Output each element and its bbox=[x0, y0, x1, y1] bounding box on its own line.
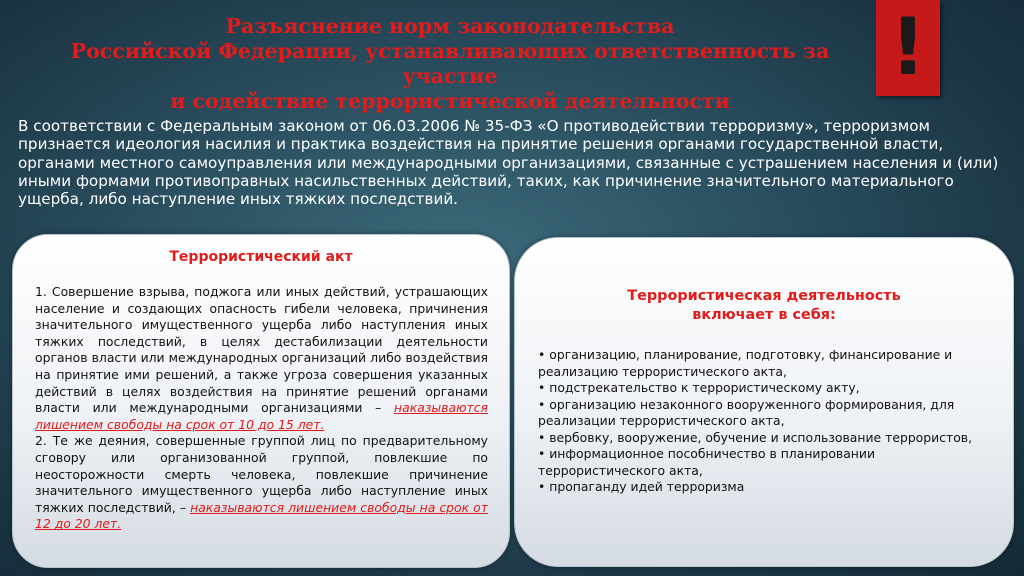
title-line-1: Разъяснение норм законодательства bbox=[225, 14, 675, 38]
list-item: • организацию незаконного вооруженного формирования, для реализации террористического акта, bbox=[538, 396, 955, 428]
penalty-text-2: наказываются лишением свободы на срок от 12 до 20 лет. bbox=[35, 499, 488, 532]
terrorist-activity-title-line-1: Террористическая деятельность bbox=[627, 288, 901, 304]
article-item-1 bbox=[35, 284, 488, 433]
article-item-1-text: 1. Совершение взрыва, поджога или иных действий, устрашающих население и создающих опасность гибели человека, причинения значительного имущественного ущерба либо наступления иных тяжких последствий, в целях дестабилизации деятельности органов власти или международных организаций либо воздействия на принятие ими решений, а также угроза совершения указанных действий в целях воздействия на принятие решений органами власти или международными организациями – bbox=[35, 284, 488, 416]
page-title bbox=[20, 14, 880, 114]
exclamation-warning-icon bbox=[876, 0, 940, 96]
list-item: • вербовку, вооружение, обучение и использование террористов, bbox=[538, 429, 973, 445]
article-item-2-text: 2. Те же деяния, совершенные группой лиц по предварительному сговору или организованной группой, повлекшие по неосторожности смерть человека, повлекшие причинение значительного имущественного ущерба либо наступление иных тяжких последствий, – bbox=[35, 433, 488, 515]
title-line-2: Российской Федерации, устанавливающих ответственность за участие bbox=[70, 39, 830, 88]
activity-list bbox=[538, 347, 993, 496]
list-item: • пропаганду идей терроризма bbox=[538, 479, 745, 494]
list-item: • информационное пособничество в планировании террористического акта, bbox=[538, 446, 876, 478]
exclamation-glyph: ! bbox=[890, 3, 926, 93]
terrorist-activity-title-line-2: включает в себя: bbox=[692, 307, 836, 323]
list-item: • подстрекательство к террористическому акту, bbox=[538, 380, 860, 395]
terrorist-act-text bbox=[35, 284, 488, 533]
terrorist-activity-title bbox=[515, 287, 1013, 325]
intro-paragraph: В соответствии с Федеральным законом от 06.03.2006 № 35-ФЗ «О противодействии терроризму», терроризмом признается идеология насилия и практика воздействия на принятие решения органами государственной власти, органами местного самоуправления или международными организациями, связанные с устрашением населения и (или) иными формами противоправных насильственных действий, таких, как причинение значительного материального ущерба, либо наступление иных тяжких последствий. bbox=[18, 117, 999, 209]
article-item-2 bbox=[35, 433, 488, 533]
title-line-3: и содействие террористической деятельности bbox=[170, 89, 730, 113]
terrorist-activity-card bbox=[514, 237, 1014, 567]
list-item: • организацию, планирование, подготовку, финансирование и реализацию террористического акта, bbox=[538, 347, 953, 379]
terrorist-act-title: Террористический акт bbox=[169, 249, 353, 265]
terrorist-act-card bbox=[12, 234, 510, 568]
penalty-text-1: наказываются лишением свободы на срок от 10 до 15 лет. bbox=[35, 400, 488, 432]
